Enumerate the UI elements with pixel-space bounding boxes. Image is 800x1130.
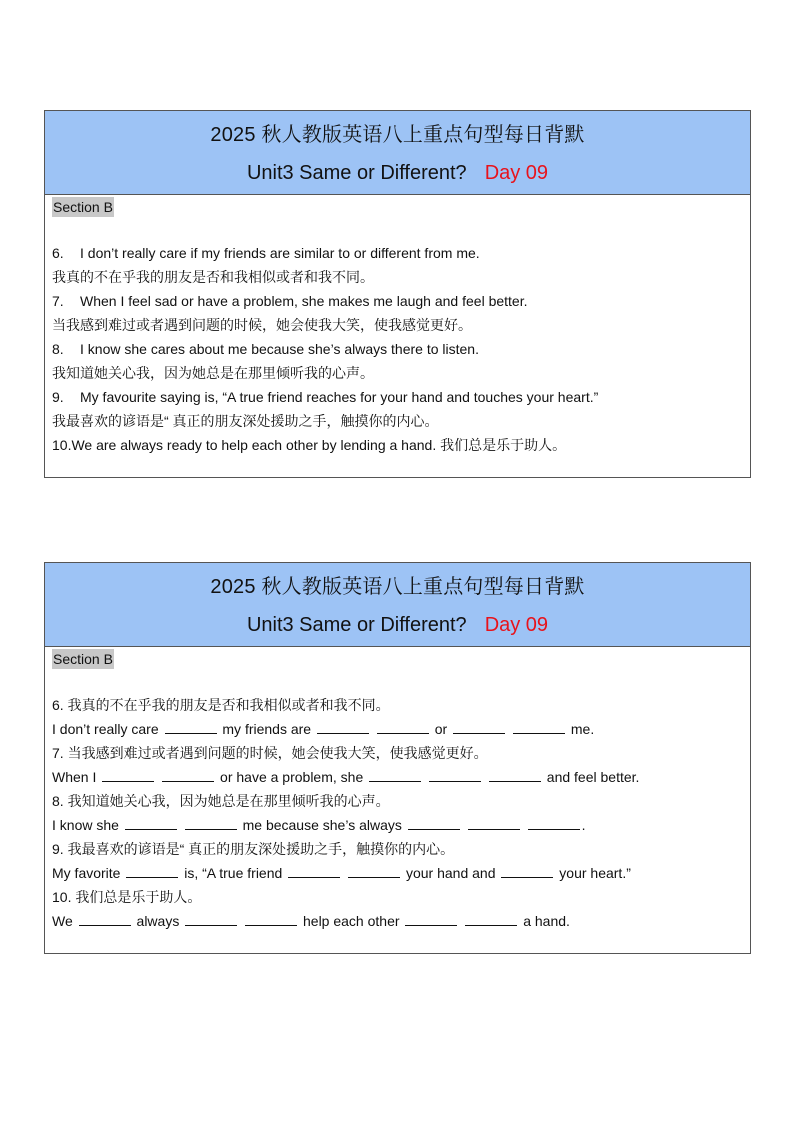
blank[interactable] xyxy=(162,768,214,782)
blank[interactable] xyxy=(126,864,178,878)
sentence-list xyxy=(52,241,750,457)
blank[interactable] xyxy=(245,912,297,926)
page-title: 2025 秋人教版英语八上重点句型每日背默 xyxy=(210,124,585,146)
blank[interactable] xyxy=(348,864,400,878)
prompt-cn-10: 10. 我们总是乐于助人。 xyxy=(52,889,202,905)
unit-name: Unit3 Same or Different? xyxy=(246,162,467,184)
fill-in-en-6: I don’t really care my friends are or me. xyxy=(52,721,595,737)
blank[interactable] xyxy=(377,720,429,734)
blank[interactable] xyxy=(288,864,340,878)
sentence-cn-9: 我最喜欢的谚语是“ 真正的朋友深处援助之手，触摸你的内心。 xyxy=(52,413,439,429)
section-label: Section B xyxy=(53,651,113,667)
blank[interactable] xyxy=(102,768,154,782)
prompt-cn-8: 8. 我知道她关心我，因为她总是在那里倾听我的心声。 xyxy=(52,793,390,809)
fill-in-en-7: When I or have a problem, she and feel better. xyxy=(52,769,640,785)
blank[interactable] xyxy=(185,816,237,830)
unit-heading xyxy=(45,613,750,637)
blank[interactable] xyxy=(165,720,217,734)
blank[interactable] xyxy=(453,720,505,734)
blank[interactable] xyxy=(468,816,520,830)
sentence-10: 10.We are always ready to help each other by lending a hand. 我们总是乐于助人。 xyxy=(52,437,567,453)
recitation-card xyxy=(44,110,751,478)
blank[interactable] xyxy=(465,912,517,926)
prompt-cn-9: 9. 我最喜欢的谚语是“ 真正的朋友深处援助之手，触摸你的内心。 xyxy=(52,841,455,857)
sentence-en-7: 7. When I feel sad or have a problem, she makes me laugh and feel better. xyxy=(52,293,528,309)
prompt-cn-7: 7. 当我感到难过或者遇到问题的时候，她会使我大笑，使我感觉更好。 xyxy=(52,745,488,761)
blank[interactable] xyxy=(528,816,580,830)
section-label: Section B xyxy=(53,199,113,215)
fill-in-en-8: I know she me because she’s always . xyxy=(52,817,586,833)
card-header xyxy=(45,111,750,195)
sentence-cn-6: 我真的不在乎我的朋友是否和我相似或者和我不同。 xyxy=(52,269,374,285)
blank[interactable] xyxy=(489,768,541,782)
blank[interactable] xyxy=(317,720,369,734)
sentence-en-8: 8. I know she cares about me because she’s always there to listen. xyxy=(52,341,479,357)
prompt-cn-6: 6. 我真的不在乎我的朋友是否和我相似或者和我不同。 xyxy=(52,697,390,713)
dictation-card xyxy=(44,562,751,954)
sentence-cn-7: 当我感到难过或者遇到问题的时候，她会使我大笑，使我感觉更好。 xyxy=(52,317,472,333)
page-title: 2025 秋人教版英语八上重点句型每日背默 xyxy=(210,576,585,598)
blank[interactable] xyxy=(405,912,457,926)
blank[interactable] xyxy=(369,768,421,782)
unit-name: Unit3 Same or Different? xyxy=(246,614,467,636)
card-body xyxy=(45,647,750,933)
day-label: Day 09 xyxy=(484,614,549,636)
blank[interactable] xyxy=(513,720,565,734)
card-header xyxy=(45,563,750,647)
blank[interactable] xyxy=(79,912,131,926)
sentence-cn-8: 我知道她关心我，因为她总是在那里倾听我的心声。 xyxy=(52,365,374,381)
blank[interactable] xyxy=(185,912,237,926)
day-label: Day 09 xyxy=(484,162,549,184)
blank[interactable] xyxy=(501,864,553,878)
sentence-en-9: 9. My favourite saying is, “A true friend reaches for your hand and touches your heart.” xyxy=(52,389,599,405)
exercise-list xyxy=(52,693,750,933)
card-body xyxy=(45,195,750,457)
blank[interactable] xyxy=(125,816,177,830)
blank[interactable] xyxy=(429,768,481,782)
blank[interactable] xyxy=(408,816,460,830)
fill-in-en-10: We always help each other a hand. xyxy=(52,913,570,929)
fill-in-en-9: My favorite is, “A true friend your hand and your heart.” xyxy=(52,865,631,881)
sentence-en-6: 6. I don’t really care if my friends are similar to or different from me. xyxy=(52,245,480,261)
unit-heading xyxy=(45,161,750,185)
